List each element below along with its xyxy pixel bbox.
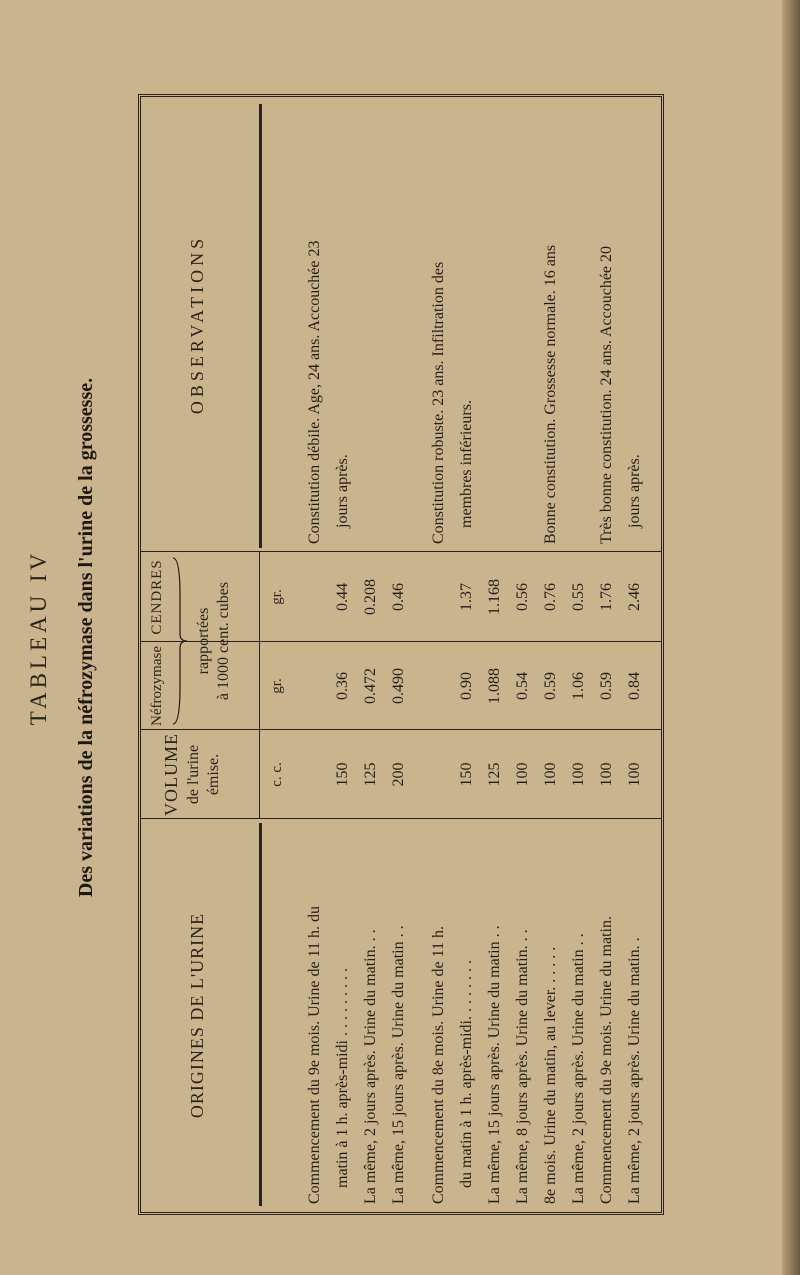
cell-origin: 8e mois. Urine du matin, au lever. . . . . . <box>542 946 559 1204</box>
cell-nefrozymase: 0.59 <box>542 672 559 700</box>
cell-origin: La même, 2 jours après. Urine du matin . . <box>570 933 587 1204</box>
header-volume-sub1: de l'urine <box>185 744 202 805</box>
cell-origin: matin à 1 h. après-midi . . . . . . . . . <box>334 968 351 1204</box>
cell-observation: Constitution robuste. 23 ans. Infiltration des <box>430 261 447 544</box>
cell-nefrozymase <box>301 642 329 730</box>
table-row <box>385 97 413 1212</box>
cell-observation: jours après. <box>334 454 351 544</box>
cell-origin: La même, 15 jours après. Urine du matin . . <box>390 925 407 1204</box>
cell-volume: 150 <box>334 762 351 787</box>
cell-nefrozymase: 0.36 <box>334 672 351 700</box>
table-row <box>425 97 453 1212</box>
cell-volume: 200 <box>390 762 407 787</box>
table-heading <box>0 0 140 1275</box>
cell-nefrozymase: 0.490 <box>390 668 407 704</box>
cell-volume: 100 <box>570 762 587 787</box>
cell-nefrozymase: 0.59 <box>598 672 615 700</box>
cell-nefrozymase <box>425 642 453 730</box>
cell-origin: Commencement du 8e mois. Urine de 11 h. <box>430 925 447 1204</box>
table-subtitle: Des variations de la néfrozymase dans l'urine de la grossesse. <box>75 377 97 898</box>
cell-cendres: 0.208 <box>362 579 379 615</box>
cell-cendres: 1.168 <box>486 579 503 615</box>
header-volume: VOLUME <box>161 733 181 816</box>
header-rapportees: rapportées <box>195 607 212 675</box>
cell-origin: La même, 15 jours après. Urine du matin . . <box>486 925 503 1204</box>
cell-volume <box>301 730 329 819</box>
cell-origin: Commencement du 9e mois. Urine du matin. <box>598 916 615 1204</box>
cell-volume: 100 <box>542 762 559 787</box>
cell-cendres <box>425 552 453 642</box>
cell-cendres: 0.44 <box>334 583 351 611</box>
cell-nefrozymase: 0.84 <box>626 672 643 700</box>
table-row <box>301 97 329 1212</box>
table-row <box>357 97 385 1212</box>
cell-observation <box>509 104 537 544</box>
table-row <box>453 97 481 1212</box>
header-rule <box>259 552 260 819</box>
cell-volume: 100 <box>514 762 531 787</box>
cell-cendres: 1.37 <box>458 583 475 611</box>
table-row <box>593 97 621 1212</box>
cell-nefrozymase: 0.472 <box>362 668 379 704</box>
cell-cendres: 0.56 <box>514 583 531 611</box>
header-origins: ORIGINES DE L'URINE <box>187 912 207 1119</box>
header-observations: OBSERVATIONS <box>187 234 207 415</box>
header-volume-sub2: émise. <box>205 753 222 796</box>
cell-observation: jours après. <box>626 454 643 544</box>
cell-observation: membres inférieurs. <box>458 400 475 544</box>
cell-origin: La même, 8 jours après. Urine du matin. . . <box>514 929 531 1204</box>
cell-volume <box>425 730 453 819</box>
table-row <box>329 97 357 1212</box>
cell-nefrozymase: 1.088 <box>486 668 503 704</box>
table-row <box>537 97 565 1212</box>
cell-cendres: 1.76 <box>598 583 615 611</box>
cell-cendres: 0.76 <box>542 583 559 611</box>
cell-volume: 125 <box>362 762 379 787</box>
cell-volume: 125 <box>486 762 503 787</box>
header-per-volume: à 1000 cent. cubes <box>215 581 232 701</box>
cell-nefrozymase: 1.06 <box>570 672 587 700</box>
cell-observation: Constitution débile. Age, 24 ans. Accouchée 23 <box>306 240 323 544</box>
cell-cendres: 0.55 <box>570 583 587 611</box>
cell-origin: La même, 2 jours après. Urine du matin. . <box>626 937 643 1204</box>
cell-observation: Très bonne constitution. 24 ans. Accouchée 20 <box>598 245 615 544</box>
unit-nefrozymase: gr. <box>269 678 285 694</box>
cell-volume: 150 <box>458 762 475 787</box>
cell-origin: La même, 2 jours après. Urine du matin. . . <box>362 929 379 1204</box>
cell-cendres: 0.46 <box>390 583 407 611</box>
table-row <box>509 97 537 1212</box>
header-rule <box>259 823 262 1206</box>
data-table <box>138 94 664 1215</box>
cell-cendres: 2.46 <box>626 583 643 611</box>
unit-volume: c. c. <box>269 762 285 787</box>
cell-observation <box>481 104 509 544</box>
cell-volume: 100 <box>598 762 615 787</box>
cell-origin: Commencement du 9e mois. Urine de 11 h. du <box>306 905 323 1204</box>
cell-observation <box>565 104 593 544</box>
header-cendres: CENDRES <box>149 559 165 635</box>
header-brace <box>171 556 189 726</box>
cell-nefrozymase: 0.90 <box>458 672 475 700</box>
cell-origin: du matin à 1 h. après-midi. . . . . . . . <box>458 960 475 1204</box>
table-row <box>621 97 649 1212</box>
table-row <box>565 97 593 1212</box>
header-nefrozymase: Néfrozymase <box>149 646 165 726</box>
unit-cendres: gr. <box>269 589 285 605</box>
cell-observation: Bonne constitution. Grossesse normale. 16 ans <box>542 244 559 544</box>
cell-cendres <box>301 552 329 642</box>
cell-nefrozymase: 0.54 <box>514 672 531 700</box>
cell-observation <box>357 104 385 544</box>
cell-observation <box>385 104 413 544</box>
cell-volume: 100 <box>626 762 643 787</box>
header-rule <box>259 104 262 548</box>
table-title: TABLEAU IV <box>26 549 51 726</box>
table-row <box>481 97 509 1212</box>
